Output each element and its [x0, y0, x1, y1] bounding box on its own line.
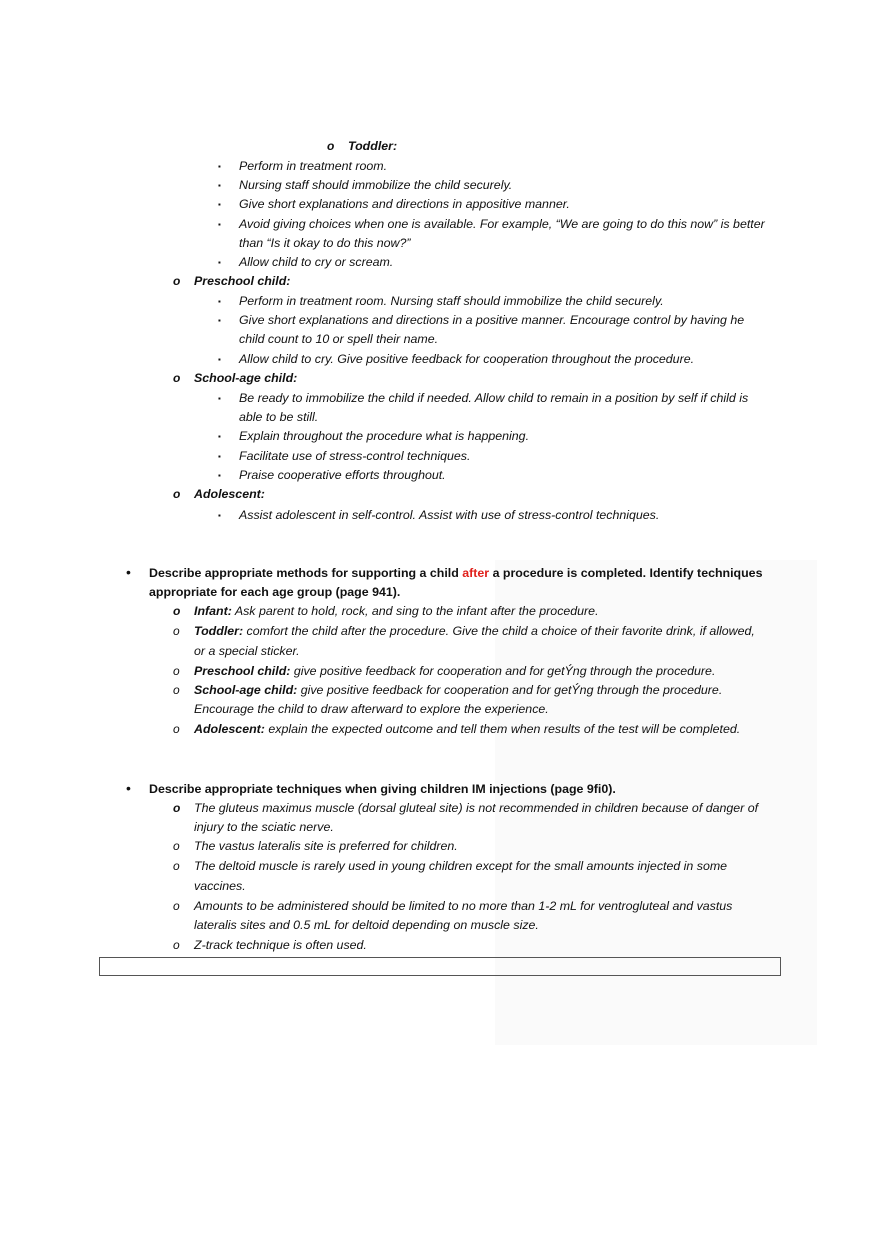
- toddler-item: Nursing staff should immobilize the child securely.: [239, 178, 513, 192]
- square-bullet-icon: ▪: [218, 316, 221, 325]
- square-bullet-icon: ▪: [218, 394, 221, 403]
- after-item-label: Adolescent:: [194, 722, 265, 736]
- preschool-heading: Preschool child:: [194, 274, 291, 288]
- im-item-continuation: lateralis sites and 0.5 mL for deltoid depending on muscle size.: [194, 918, 539, 932]
- square-bullet-icon: ▪: [218, 511, 221, 520]
- preschool-item: Allow child to cry. Give positive feedback for cooperation throughout the procedure.: [239, 352, 695, 366]
- circle-bullet-icon: o: [173, 371, 181, 385]
- im-item: Amounts to be administered should be limited to no more than 1-2 mL for ventrogluteal and vastus: [194, 899, 733, 913]
- toddler-item: Allow child to cry or scream.: [239, 255, 394, 269]
- circle-bullet-icon: o: [173, 859, 180, 873]
- schoolage-item: Explain throughout the procedure what is happening.: [239, 429, 530, 443]
- im-item: The gluteus maximus muscle (dorsal gluteal site) is not recommended in children because of danger of: [194, 801, 759, 815]
- square-bullet-icon: ▪: [218, 297, 221, 306]
- after-item-text: give positive feedback for cooperation and for getÝ́ng through the procedure.: [297, 683, 723, 697]
- after-item-toddler: [194, 622, 755, 642]
- after-question: [149, 564, 762, 584]
- square-bullet-icon: ▪: [218, 162, 221, 171]
- circle-bullet-icon: o: [173, 801, 181, 815]
- bullet-icon: •: [126, 780, 131, 796]
- after-item-toddler-continuation: or a special sticker.: [194, 644, 300, 658]
- im-item: The deltoid muscle is rarely used in young children except for the small amounts injected in some: [194, 859, 728, 873]
- empty-text-box: [99, 957, 781, 976]
- circle-bullet-icon: o: [173, 938, 180, 952]
- preschool-item: Perform in treatment room. Nursing staff should immobilize the child securely.: [239, 294, 664, 308]
- after-item-text: Ask parent to hold, rock, and sing to the infant after the procedure.: [231, 604, 599, 618]
- toddler-heading: Toddler:: [348, 139, 398, 153]
- square-bullet-icon: ▪: [218, 258, 221, 267]
- im-item: The vastus lateralis site is preferred for children.: [194, 839, 458, 853]
- after-item-text: comfort the child after the procedure. Give the child a choice of their favorite drink, if allowed,: [243, 624, 755, 638]
- circle-bullet-icon: o: [173, 664, 180, 678]
- im-question: Describe appropriate techniques when giving children IM injections (page 9ﬁ0).: [149, 782, 616, 796]
- after-item-label: Preschool child:: [194, 664, 291, 678]
- toddler-item-continuation: than “Is it okay to do this now?”: [239, 236, 411, 250]
- toddler-item: Give short explanations and directions in appositive manner.: [239, 197, 570, 211]
- circle-bullet-icon: o: [327, 139, 335, 153]
- after-question-pre: Describe appropriate methods for supporting a child: [149, 566, 463, 580]
- square-bullet-icon: ▪: [218, 220, 221, 229]
- square-bullet-icon: ▪: [218, 355, 221, 364]
- schoolage-item: Be ready to immobilize the child if needed. Allow child to remain in a position by self if child is: [239, 391, 749, 405]
- circle-bullet-icon: o: [173, 487, 181, 501]
- preschool-item: Give short explanations and directions in a positive manner. Encourage control by having he: [239, 313, 745, 327]
- circle-bullet-icon: o: [173, 899, 180, 913]
- toddler-item: Avoid giving choices when one is available. For example, “We are going to do this now” is better: [239, 217, 765, 231]
- schoolage-item: Praise cooperative efforts throughout.: [239, 468, 446, 482]
- after-item-text: give positive feedback for cooperation and for getÝ́ng through the procedure.: [290, 664, 716, 678]
- after-question-post: a procedure is completed. Identify techniques: [489, 566, 763, 580]
- schoolage-item: Facilitate use of stress-control techniques.: [239, 449, 471, 463]
- after-item-preschool: [194, 662, 715, 682]
- square-bullet-icon: ▪: [218, 200, 221, 209]
- after-highlight: after: [462, 566, 490, 580]
- after-item-schoolage: [194, 681, 722, 701]
- square-bullet-icon: ▪: [218, 432, 221, 441]
- after-question-line2: appropriate for each age group (page 941).: [149, 585, 401, 599]
- after-item-infant: [194, 602, 599, 622]
- after-item-text: explain the expected outcome and tell them when results of the test will be completed.: [264, 722, 741, 736]
- schoolage-item-continuation: able to be still.: [239, 410, 319, 424]
- toddler-item: Perform in treatment room.: [239, 159, 388, 173]
- schoolage-heading: School-age child:: [194, 371, 298, 385]
- square-bullet-icon: ▪: [218, 452, 221, 461]
- after-item-adolescent: [194, 720, 740, 740]
- preschool-item-continuation: child count to 10 or spell their name.: [239, 332, 439, 346]
- bullet-icon: •: [126, 564, 131, 580]
- after-item-label: Toddler:: [194, 624, 244, 638]
- adolescent-heading: Adolescent:: [194, 487, 265, 501]
- circle-bullet-icon: o: [173, 683, 180, 697]
- after-item-schoolage-continuation: Encourage the child to draw afterward to explore the experience.: [194, 702, 549, 716]
- after-item-label: School-age child:: [194, 683, 298, 697]
- square-bullet-icon: ▪: [218, 471, 221, 480]
- square-bullet-icon: ▪: [218, 181, 221, 190]
- circle-bullet-icon: o: [173, 604, 181, 618]
- circle-bullet-icon: o: [173, 624, 180, 638]
- circle-bullet-icon: o: [173, 839, 180, 853]
- circle-bullet-icon: o: [173, 274, 181, 288]
- after-item-label: Infant:: [194, 604, 232, 618]
- circle-bullet-icon: o: [173, 722, 180, 736]
- im-item: Z-track technique is often used.: [194, 938, 367, 952]
- im-item-continuation: vaccines.: [194, 879, 246, 893]
- adolescent-item: Assist adolescent in self-control. Assist with use of stress-control techniques.: [239, 508, 660, 522]
- im-item-continuation: injury to the sciatic nerve.: [194, 820, 334, 834]
